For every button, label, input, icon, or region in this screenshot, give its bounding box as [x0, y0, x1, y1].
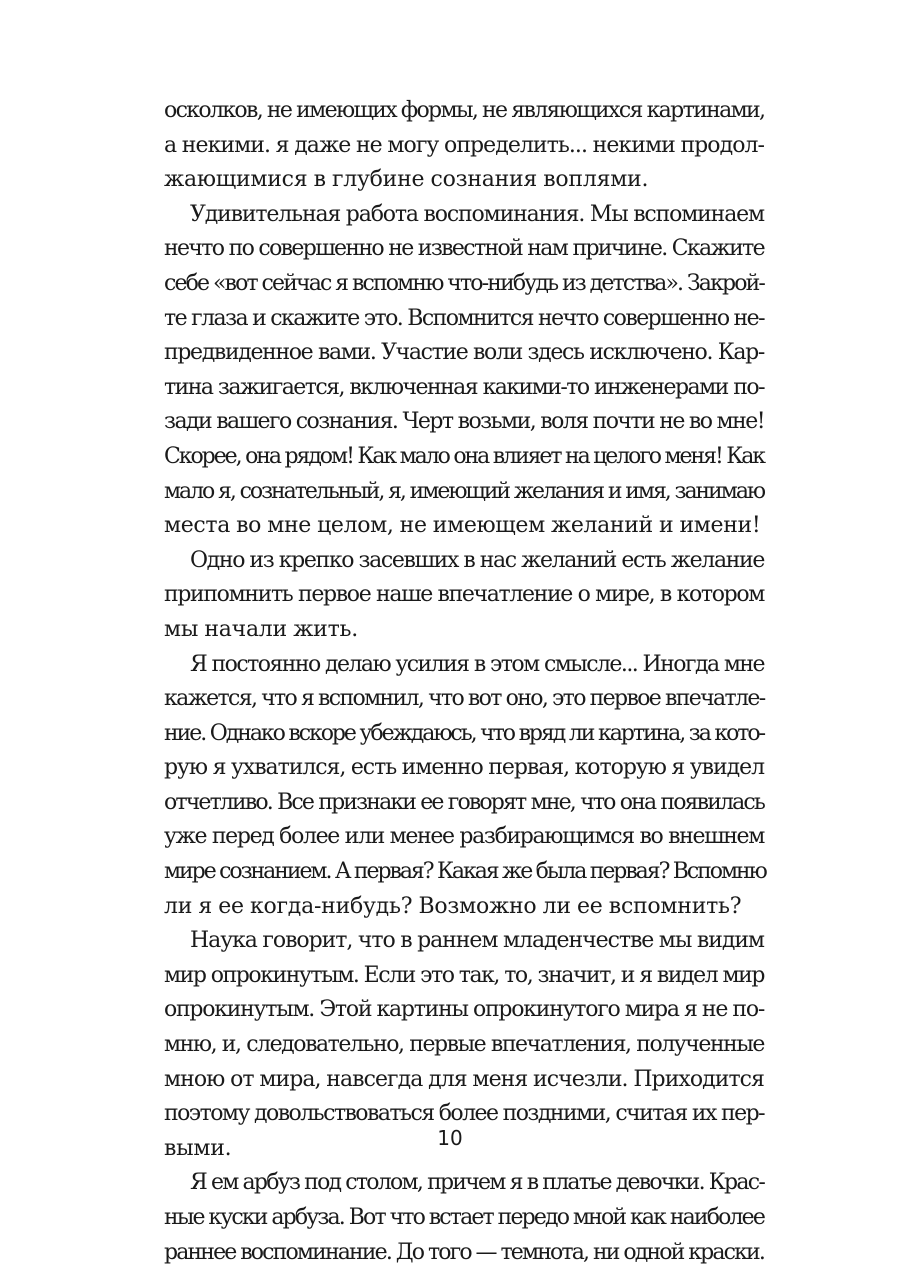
text-line: мир опрокинутым. Если это так, то, значит, и я видел мир — [164, 962, 764, 988]
text-line: Одно из крепко засевших в нас желаний есть желание — [190, 547, 764, 573]
text-line: предвиденное вами. Участие воли здесь исключено. Кар- — [164, 340, 764, 366]
text-line: Наука говорит, что в раннем младенчестве мы видим — [190, 928, 764, 954]
text-line: места во мне целом, не имеющем желаний и имени! — [164, 513, 761, 539]
text-line: нечто по совершенно не известной нам причине. Скажите — [164, 236, 764, 262]
text-line: поэтому довольствоваться более поздними, считая их пер- — [164, 1101, 764, 1127]
text-line: Скорее, она рядом! Как мало она влияет на целого меня! Как — [164, 443, 764, 469]
text-line: осколков, не имеющих формы, не являющихся картинами, — [164, 98, 765, 123]
text-line: мире сознанием. А первая? Какая же была первая? Вспомню — [164, 859, 766, 885]
text-line: Удивительная работа воспоминания. Мы вспоминаем — [190, 201, 764, 227]
text-line: мною от мира, навсегда для меня исчезли. Приходится — [164, 1066, 764, 1092]
text-line: ные куски арбуза. Вот что встает передо мной как наиболее — [164, 1205, 764, 1230]
text-line: ние. Однако вскоре убеждаюсь, что вряд ли картина, за кото- — [164, 720, 764, 746]
page-number: 10 — [437, 1126, 463, 1150]
text-line: тина зажигается, включенная какими-то инженерами по- — [164, 374, 764, 400]
text-line: мало я, сознательный, я, имеющий желания и имя, занимаю — [164, 478, 764, 504]
text-line: мню, и, следовательно, первые впечатления, полученные — [164, 1032, 764, 1058]
text-line: те глаза и скажите это. Вспомнится нечто совершенно не- — [164, 305, 764, 331]
text-line: уже перед более или менее разбирающимся во внешнем — [164, 824, 764, 850]
text-line: рую я ухватился, есть именно первая, которую я увидел — [164, 755, 764, 781]
text-line: а некими. я даже не могу определить... некими продол- — [164, 132, 764, 158]
text-line: отчетливо. Все признаки ее говорят мне, что она появилась — [164, 789, 764, 815]
text-line: Я ем арбуз под столом, причем я в платье девочки. Крас- — [190, 1170, 764, 1196]
text-line: кажется, что я вспомнил, что вот оно, это первое впечатле- — [164, 686, 765, 712]
text-line: припомнить первое наше впечатление о мире, в котором — [164, 582, 764, 608]
text-line: Я постоянно делаю усилия в этом смысле... Иногда мне — [190, 651, 764, 677]
text-line: опрокинутым. Этой картины опрокинутого мира я не по- — [164, 997, 764, 1023]
text-line: раннее воспоминание. До того — темнота, ни одной краски. — [164, 1239, 764, 1265]
body-text — [164, 94, 764, 1270]
text-line: жающимися в глубине сознания воплями. — [164, 167, 649, 193]
text-line: ли я ее когда-нибудь? Возможно ли ее вспомнить? — [164, 893, 742, 919]
text-line: мы начали жить. — [164, 616, 358, 642]
text-line: зади вашего сознания. Черт возьми, воля почти не во мне! — [164, 409, 764, 435]
text-line: выми. — [164, 1135, 232, 1161]
text-line: себе «вот сейчас я вспомню что-нибудь из детства». Закрой- — [164, 270, 764, 296]
